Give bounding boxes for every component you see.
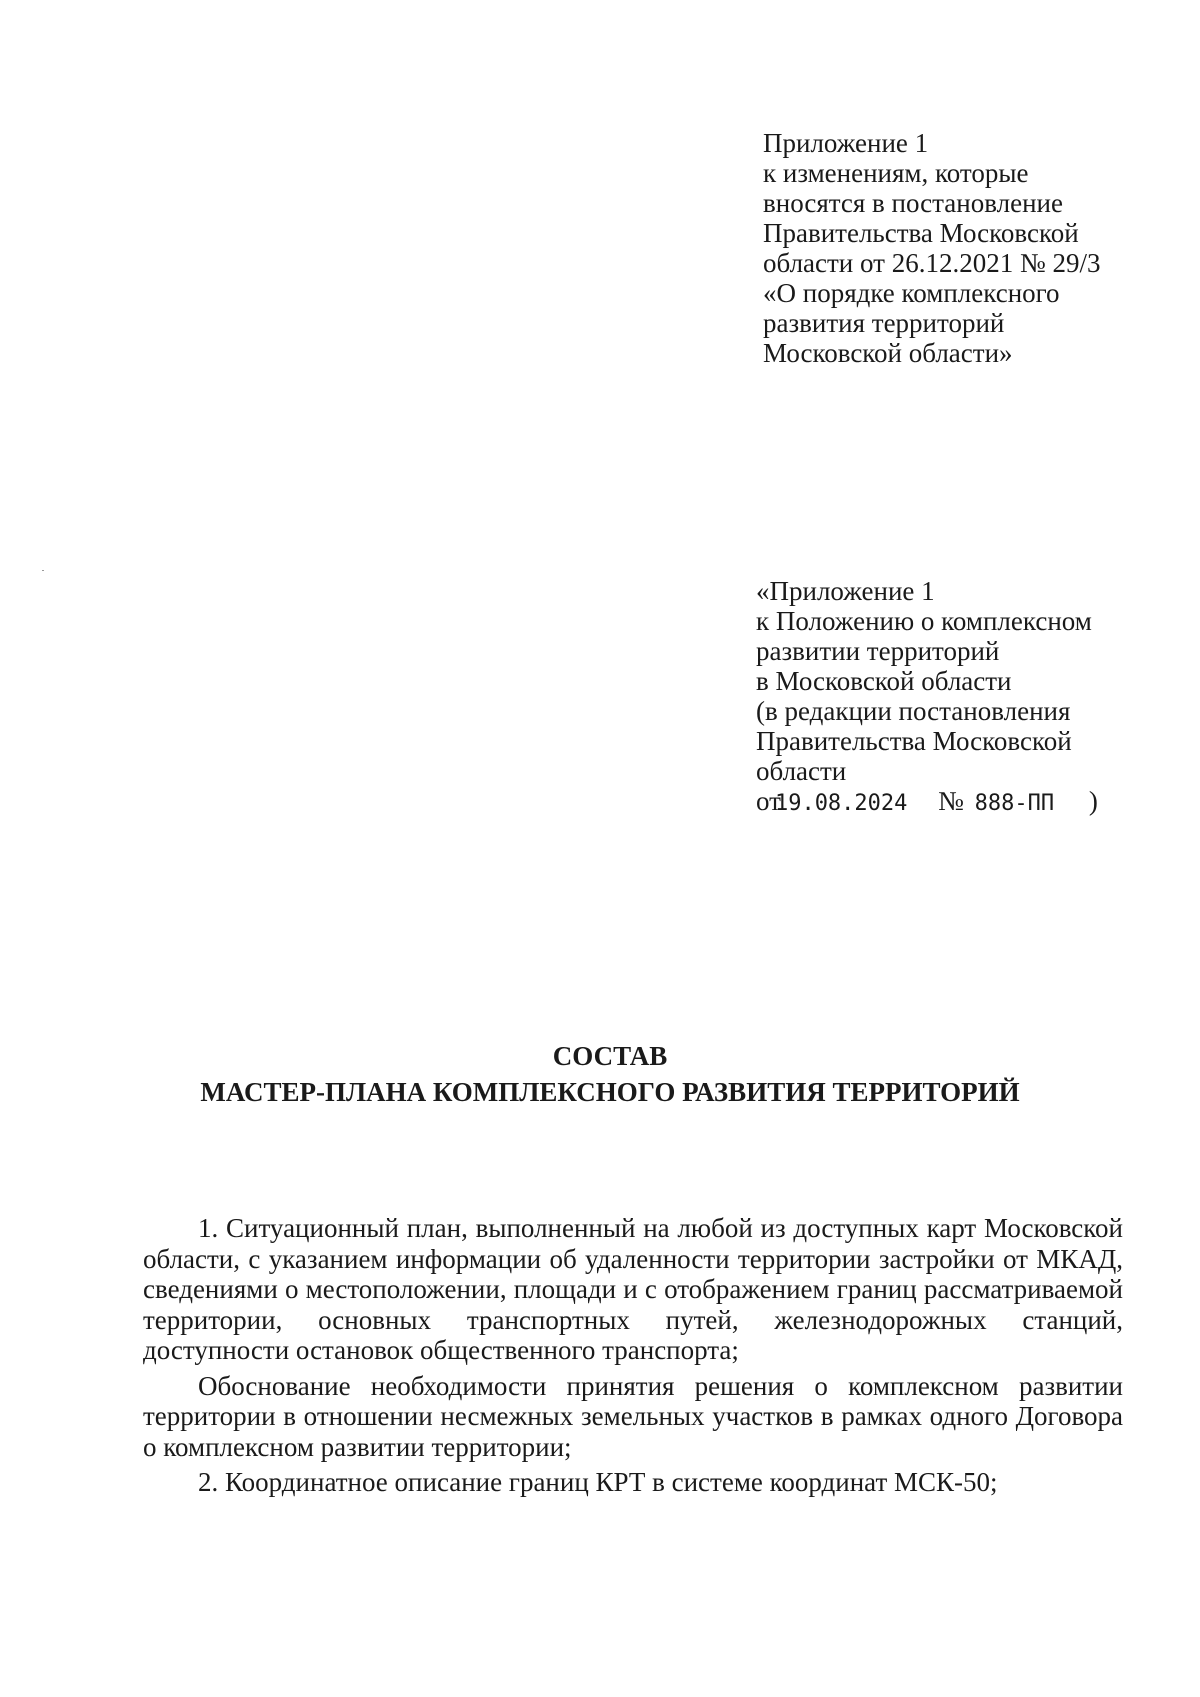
annex-quote-line: области [756,756,847,786]
document-body [143,1213,1123,1503]
annex-header-line: к изменениям, которые [763,158,1029,188]
annex-header-line: «О порядке комплексного [763,278,1060,308]
resolution-date: 19.08.2024 [774,791,908,816]
annex-header-block [763,128,1100,368]
annex-header-line: Приложение 1 [763,128,929,158]
number-prefix: № [938,786,964,816]
annex-quote-block [756,576,1098,819]
annex-quote-line: в Московской области [756,666,1012,696]
document-title: СОСТАВ [552,1041,668,1071]
annex-quote-line: «Приложение 1 [756,576,935,606]
annex-header-line: области от 26.12.2021 № 29/3 [763,248,1101,278]
annex-quote-line: развитии территорий [756,636,1000,666]
closing-paren: ) [1088,786,1098,816]
annex-header-line: вносятся в постановление [763,188,1063,218]
body-paragraph: 1. Ситуационный план, выполненный на любой из доступных карт Московской области, с указанием информации об удаленности территории застройки от МКАД, сведениями о местоположении, площади и с отображением границ рассматриваемой территории, основных транспортных путей, железнодорожных станций, доступности остановок общественного транспорта; [143,1213,1123,1365]
resolution-reference [756,786,1098,819]
body-paragraph: Обоснование необходимости принятия решения о комплексном развитии территории в отношении несмежных земельных участков в рамках одного Договора о комплексном развитии территории; [143,1370,1123,1462]
date-prefix: от [756,786,781,816]
annex-header-line: развития территорий [763,308,1005,338]
resolution-number: 888-ПП [974,791,1055,816]
annex-quote-line: к Положению о комплексном [756,606,1092,636]
annex-header-line: Правительства Московской [763,218,1079,248]
scan-speck [42,570,44,571]
body-paragraph: 2. Координатное описание границ КРТ в системе координат МСК-50; [198,1467,998,1497]
document-subtitle: МАСТЕР-ПЛАНА КОМПЛЕКСНОГО РАЗВИТИЯ ТЕРРИТОРИЙ [200,1077,1020,1107]
annex-header-line: Московской области» [763,338,1013,368]
annex-quote-line: (в редакции постановления [756,696,1071,726]
annex-quote-line: Правительства Московской [756,726,1072,756]
